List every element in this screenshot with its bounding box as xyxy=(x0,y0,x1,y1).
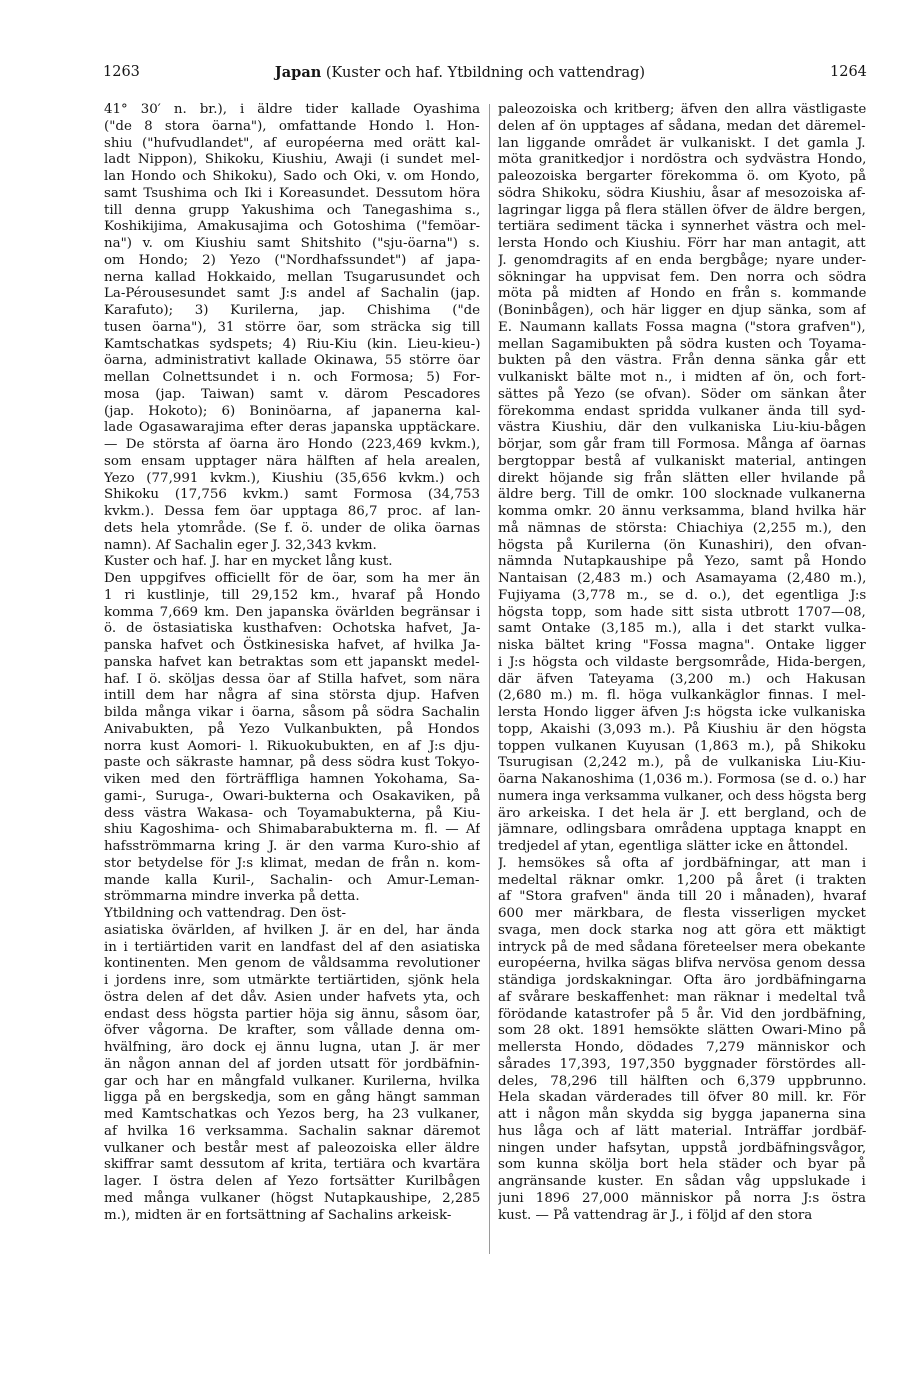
text-line: asiatiska övärlden, af hvilken J. är en del, har ända xyxy=(104,922,480,938)
page-number-right: 1264 xyxy=(830,64,867,80)
text-line: bergtoppar bestå af vulkaniskt material, antingen xyxy=(498,453,866,469)
text-line: svaga, men dock starka nog att göra ett mäktigt xyxy=(498,922,866,938)
text-line: na") v. om Kiushiu samt Shitshito ("sju-öarna") s. xyxy=(104,236,480,251)
text-line: Kuster och haf. J. har en mycket lång kust. xyxy=(104,554,393,570)
text-line: komma 7,669 km. Den japanska övärlden begränsar i xyxy=(104,604,480,620)
text-line: medeltal räknar omkr. 1,200 på året (i trakten xyxy=(498,872,866,888)
text-line: som ensam upptager nära hälften af hela arealen, xyxy=(104,453,480,469)
text-line: ligga på en bergskedja, som en gång hängt samman xyxy=(104,1090,480,1106)
text-line: panska hafvet och Östkinesiska hafvet, af hvilka Ja- xyxy=(104,638,480,653)
text-line: kontinenten. Men genom de våldsamma revolutioner xyxy=(104,956,480,972)
text-line: skiffrar samt dessutom af krita, tertiära och kvartära xyxy=(104,1157,480,1173)
text-line: paleozoiska och kritberg; äfven den allra västligaste xyxy=(498,102,866,117)
text-line: bilda många vikar i öarna, såsom på södra Sachalin xyxy=(104,705,480,720)
text-line: mellan Colnettsundet i n. och Formosa; 5) For- xyxy=(104,370,480,385)
page-number-left: 1263 xyxy=(103,64,140,80)
text-line: lager. I östra delen af Yezo fortsätter Kurilbågen xyxy=(104,1174,480,1189)
text-line: hus låga och af lätt material. Inträffar jordbäf- xyxy=(498,1123,866,1139)
text-line: Nantaisan (2,483 m.) och Asamayama (2,480 m.), xyxy=(498,571,866,586)
text-line: mellersta Hondo, dödades 7,279 människor och xyxy=(498,1040,866,1055)
text-line: dets hela ytområde. (Se f. ö. under de olika öarnas xyxy=(104,520,480,536)
text-line: som kunna skölja bort hela städer och byar på xyxy=(498,1157,866,1173)
running-head-subtitle: (Kuster och haf. Ytbildning och vattendrag) xyxy=(321,65,646,81)
text-line: gami-, Suruga-, Owari-bukterna och Osakaviken, på xyxy=(104,788,480,804)
text-line: sökningar ha uppvisat fem. Den norra och södra xyxy=(498,269,866,285)
text-line: sårades 17,393, 197,350 byggnader förstördes all- xyxy=(498,1056,866,1072)
text-line: intill dem har några af sina största djup. Hafven xyxy=(104,688,480,704)
text-line: i jordens inre, som utmärkte tertiärtiden, sjönk hela xyxy=(104,973,480,988)
text-line: som 28 okt. 1891 hemsökte slätten Owari-Mino på xyxy=(498,1023,866,1039)
text-line: öarna Nakanoshima (1,036 m.). Formosa (se d. o.) har xyxy=(498,772,866,787)
text-line: direkt höjande sig från slätten eller hvilande på xyxy=(498,470,866,486)
text-line: Yezo (77,991 kvkm.), Kiushiu (35,656 kvkm.) och xyxy=(104,470,480,486)
text-line: gar och har en mångfald vulkaner. Kurilerna, hvilka xyxy=(104,1073,480,1089)
text-line: till denna grupp Yakushima och Tanegashima s., xyxy=(104,202,480,218)
text-line: mellan Sagamibukten på södra kusten och Toyama- xyxy=(498,336,866,352)
text-line: börjar, som går fram till Formosa. Många af öarnas xyxy=(498,437,866,452)
text-line: öarna, administrativt kallade Okinawa, 55 större öar xyxy=(104,353,480,369)
text-line: lade Ogasawarajima efter deras japanska upptäckare. xyxy=(104,420,480,436)
text-line: La-Pérousesundet samt J:s andel af Sachalin (jap. xyxy=(104,286,480,302)
text-line: högsta topp, som hade sitt sista utbrott 1707—08, xyxy=(498,604,866,620)
text-line: viken med den förträffliga hamnen Yokohama, Sa- xyxy=(104,772,480,787)
text-line: komma omkr. 20 ännu verksamma, bland hvilka här xyxy=(498,504,866,519)
text-line: J. genomdragits af en enda bergbåge; nyare under- xyxy=(498,252,866,268)
text-line: strömmarna mindre inverka på detta. xyxy=(104,889,360,905)
text-line: shiu Kagoshima- och Shimabarabukterna m. fl. — Af xyxy=(104,822,480,838)
text-line: mosa (jap. Taiwan) samt v. därom Pescadores xyxy=(104,386,480,402)
text-line: Karafuto); 3) Kurilerna, jap. Chishima ("de xyxy=(104,303,480,318)
text-line: m.), midten är en fortsättning af Sachalins arkeisk- xyxy=(104,1207,452,1223)
text-line: topp, Akaishi (3,093 m.). På Kiushiu är den högsta xyxy=(498,721,866,737)
running-head-title: Japan xyxy=(274,64,322,81)
text-line: samt Ontake (3,185 m.), alla i det starkt vulka- xyxy=(498,621,866,637)
text-line: lersta Hondo och Kiushiu. Förr har man antagit, att xyxy=(498,236,866,251)
text-line: Ytbildning och vattendrag. Den öst- xyxy=(104,906,347,921)
text-line: — De största af öarna äro Hondo (223,469 kvkm.), xyxy=(104,437,480,452)
text-line: Kamtschatkas sydspets; 4) Riu-Kiu (kin. Lieu-kieu-) xyxy=(104,336,480,352)
text-line: hafsströmmarna kring J. är den varma Kuro-shio af xyxy=(104,839,480,854)
text-line: där äfven Tateyama (3,200 m.) och Hakusan xyxy=(498,671,866,687)
text-line: må nämnas de största: Chiachiya (2,255 m.), den xyxy=(498,520,866,536)
running-head xyxy=(0,64,920,81)
text-line: numera inga verksamma vulkaner, och dess högsta berg xyxy=(498,788,866,804)
text-line: namn). Af Sachalin eger J. 32,343 kvkm. xyxy=(104,537,377,553)
page-header xyxy=(0,64,920,88)
text-line: i J:s högsta och vildaste bergsområde, Hida-bergen, xyxy=(498,654,866,670)
text-line: lan liggande området är vulkaniskt. I det gamla J. xyxy=(498,135,866,151)
text-line: med många vulkaner (högst Nutapkaushipe, 2,285 xyxy=(104,1190,480,1206)
text-line: J. hemsökes så ofta af jordbäfningar, att man i xyxy=(498,855,866,871)
text-line: ladt Nippon), Shikoku, Kiushiu, Awaji (i sundet mel- xyxy=(104,152,480,168)
text-column-left xyxy=(104,102,480,1262)
text-line: paleozoiska bergarter förekomma ö. om Kyoto, på xyxy=(498,169,866,184)
column-divider xyxy=(489,104,490,1254)
text-line: juni 1896 27,000 människor på norra J:s östra xyxy=(498,1190,866,1206)
text-line: vulkaner och består mest af paleozoiska eller äldre xyxy=(104,1140,480,1156)
text-line: förekomma endast spridda vulkaner ända till syd- xyxy=(498,403,866,419)
text-line: paste och säkraste hamnar, på dess södra kust Tokyo- xyxy=(104,755,480,771)
text-line: möta granitkedjor i nordöstra och sydvästra Hondo, xyxy=(498,152,866,168)
text-line: tusen öarna"), 31 större öar, som sträcka sig till xyxy=(104,319,480,335)
text-line: östra delen af det dåv. Asien under hafvets yta, och xyxy=(104,989,480,1005)
text-line: äro arkeiska. I det hela är J. ett bergland, och de xyxy=(498,805,866,821)
text-line: Shikoku (17,756 kvkm.) samt Formosa (34,753 xyxy=(104,487,480,503)
text-line: intryck på de med sådana företeelser mera obekante xyxy=(498,939,866,955)
text-line: Koshikijima, Amakusajima och Gotoshima ("femöar- xyxy=(104,219,480,235)
text-line: lersta Hondo ligger äfven J:s högsta icke vulkaniska xyxy=(498,705,866,720)
text-line: kvkm.). Dessa fem öar upptaga 86,7 proc. af lan- xyxy=(104,504,480,519)
text-line: nerna kallad Hokkaido, mellan Tsugarusundet och xyxy=(104,269,480,285)
text-line: 41° 30′ n. br.), i äldre tider kallade Oyashima xyxy=(104,102,480,117)
text-line: norra kust Aomori- l. Rikuokubukten, en af J:s dju- xyxy=(104,738,480,754)
text-line: shiu ("hufvudlandet", af européerna med orätt kal- xyxy=(104,135,480,151)
text-column-right xyxy=(498,102,866,1262)
text-line: (2,680 m.) m. fl. höga vulkankäglor finnas. I mel- xyxy=(498,688,866,704)
text-line: hvälfning, äro dock ej ännu lugna, utan J. är mer xyxy=(104,1040,480,1055)
text-line: lan Hondo och Shikoku), Sado och Oki, v. om Hondo, xyxy=(104,169,480,184)
text-line: tredjedel af ytan, egentliga slätter icke en åttondel. xyxy=(498,839,849,854)
text-line: om Hondo; 2) Yezo ("Nordhafssundet") af japa- xyxy=(104,252,480,268)
text-line: in i tertiärtiden varit en landfast del af den asiatiska xyxy=(104,939,480,955)
text-line: ständiga jordskakningar. Ofta äro jordbäfningarna xyxy=(498,973,866,988)
text-line: panska hafvet kan betraktas som ett japanskt medel- xyxy=(104,654,480,670)
text-line: öfver vågorna. De krafter, som vållade denna om- xyxy=(104,1023,480,1039)
text-line: södra Shikoku, södra Kiushiu, åsar af mesozoiska af- xyxy=(498,185,866,201)
text-line: ö. de östasiatiska kusthafven: Ochotska hafvet, Ja- xyxy=(104,621,480,637)
text-line: toppen vulkanen Kuyusan (1,863 m.), på Shikoku xyxy=(498,738,866,754)
text-line: af hvilka 16 verksamma. Sachalin saknar däremot xyxy=(104,1123,480,1139)
text-line: än någon annan del af jorden utsatt för jordbäfnin- xyxy=(104,1056,480,1072)
text-line: angränsande kuster. En sådan våg uppslukade i xyxy=(498,1174,866,1189)
text-line: äldre berg. Till de omkr. 100 slocknade vulkanerna xyxy=(498,487,866,503)
text-line: Fujiyama (3,778 m., se d. o.), det egentliga J:s xyxy=(498,587,866,603)
text-line: delen af ön upptages af sådana, medan det däremel- xyxy=(498,118,866,134)
text-line: jämnare, odlingsbara områdena upptaga knappt en xyxy=(498,822,866,838)
text-line: lagringar ligga på flera ställen öfver de äldre bergen, xyxy=(498,202,866,218)
text-line: tertiära sediment täcka i synnerhet västra och mel- xyxy=(498,219,866,235)
text-line: att i någon mån skydda sig bygga japanerna sina xyxy=(498,1107,866,1122)
text-line: stor betydelse för J:s klimat, medan de från n. kom- xyxy=(104,855,480,871)
text-line: européerna, hvilka sägas blifva nervösa genom dessa xyxy=(498,956,866,972)
text-line: mande kalla Kuril-, Sachalin- och Amur-Leman- xyxy=(104,872,480,888)
text-line: möta på midten af Hondo en från s. kommande xyxy=(498,286,866,302)
text-line: (Boninbågen), och här ligger en djup sänka, som af xyxy=(498,303,866,318)
text-line: samt Tsushima och Iki i Koreasundet. Dessutom höra xyxy=(104,185,480,201)
text-line: västra Kiushiu, där den vulkaniska Liu-kiu-bågen xyxy=(498,420,866,436)
text-line: dess västra Wakasa- och Toyamabukterna, på Kiu- xyxy=(104,805,480,821)
text-line: högsta på Kurilerna (ön Kunashiri), den ofvan- xyxy=(498,537,866,553)
text-line: haf. I ö. sköljas dessa öar af Stilla hafvet, som nära xyxy=(104,671,480,687)
text-line: af "Stora grafven" ända till 20 i månaden), hvaraf xyxy=(498,889,866,905)
text-line: sättes på Yezo (se ofvan). Söder om sänkan åter xyxy=(498,386,866,402)
text-line: Tsurugisan (2,242 m.), på de vulkaniska Liu-Kiu- xyxy=(498,755,866,771)
text-line: vulkaniskt bälte mot n., i midten af ön, och fort- xyxy=(498,370,866,385)
text-line: (jap. Hokoto); 6) Boninöarna, af japanerna kal- xyxy=(104,403,480,419)
text-line: 1 ri kustlinje, till 29,152 km., hvaraf på Hondo xyxy=(104,587,480,603)
text-line: Anivabukten, på Yezo Vulkanbukten, på Hondos xyxy=(104,721,480,737)
text-line: kust. — På vattendrag är J., i följd af den stora xyxy=(498,1207,813,1223)
text-line: förödande katastrofer på 5 år. Vid den jordbäfning, xyxy=(498,1006,866,1022)
text-line: af svårare beskaffenhet: man räknar i medeltal två xyxy=(498,989,866,1005)
text-line: Hela skadan värderades till öfver 80 mill. kr. För xyxy=(498,1090,866,1106)
text-line: nämnda Nutapkaushipe på Yezo, samt på Hondo xyxy=(498,554,866,570)
text-line: med Kamtschatkas och Yezos berg, ha 23 vulkaner, xyxy=(104,1107,480,1122)
text-line: bukten på den västra. Från denna sänka går ett xyxy=(498,353,866,369)
text-line: ("de 8 stora öarna"), omfattande Hondo l. Hon- xyxy=(104,118,480,134)
text-line: ningen under hafsytan, uppstå jordbäfningsvågor, xyxy=(498,1140,866,1156)
text-line: Den uppgifves officiellt för de öar, som ha mer än xyxy=(104,571,480,586)
text-line: niska bältet kring "Fossa magna". Ontake ligger xyxy=(498,638,866,653)
text-line: endast dess högsta partier höja sig ännu, såsom öar, xyxy=(104,1006,480,1022)
text-line: E. Naumann kallats Fossa magna ("stora grafven"), xyxy=(498,319,866,335)
text-line: deles, 78,296 till hälften och 6,379 uppbrunno. xyxy=(498,1073,866,1089)
text-line: 600 mer märkbara, de flesta visserligen mycket xyxy=(498,906,866,921)
